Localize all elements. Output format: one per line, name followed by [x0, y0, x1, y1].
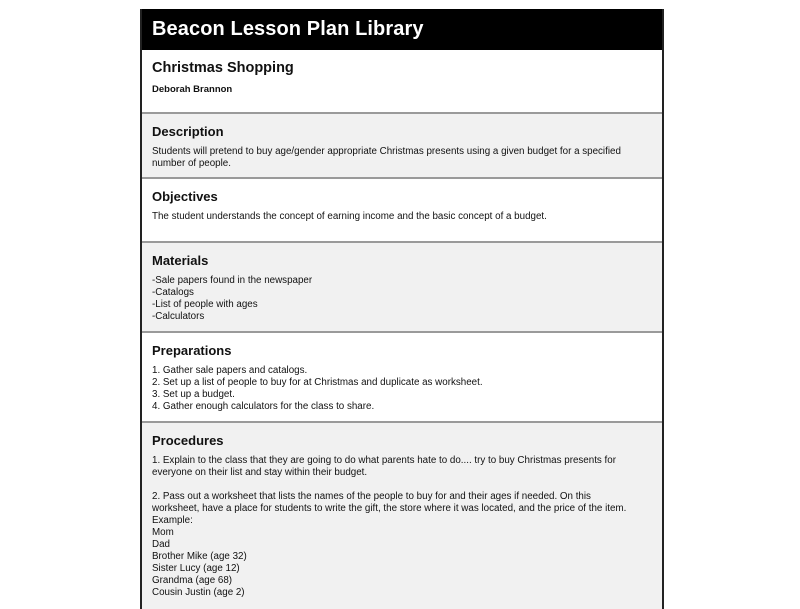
- procedures-line: Cousin Justin (age 2): [152, 587, 245, 598]
- materials-item: -List of people with ages: [152, 299, 258, 310]
- preparations-heading: Preparations: [152, 343, 232, 358]
- description-text: [152, 146, 652, 170]
- preparations-item: 2. Set up a list of people to buy for at Christmas and duplicate as worksheet.: [152, 377, 483, 388]
- preparations-item: 3. Set up a budget.: [152, 389, 235, 400]
- procedures-line: Sister Lucy (age 12): [152, 563, 240, 574]
- procedures-line: Dad: [152, 539, 170, 550]
- site-banner: Beacon Lesson Plan Library: [142, 9, 662, 50]
- procedures-line: Example:: [152, 515, 193, 526]
- lesson-title: Christmas Shopping: [152, 60, 294, 76]
- lesson-plan-document: [140, 9, 664, 609]
- preparations-item: 4. Gather enough calculators for the class to share.: [152, 401, 375, 412]
- description-section: [142, 114, 662, 179]
- lesson-header-section: [142, 50, 662, 114]
- materials-heading: Materials: [152, 253, 209, 268]
- materials-item: -Catalogs: [152, 287, 194, 298]
- preparations-section: [142, 333, 662, 423]
- procedures-line: Brother Mike (age 32): [152, 551, 247, 562]
- procedures-line: Grandma (age 68): [152, 575, 233, 586]
- procedures-heading: Procedures: [152, 433, 224, 448]
- description-line: number of people.: [152, 158, 231, 169]
- description-heading: Description: [152, 124, 224, 139]
- description-line: Students will pretend to buy age/gender appropriate Christmas presents using a given budget for a specified: [152, 146, 621, 157]
- objectives-heading: Objectives: [152, 189, 218, 204]
- paragraph-gap: [152, 479, 652, 491]
- procedures-line: 2. Pass out a worksheet that lists the names of the people to buy for and their ages if needed. On this: [152, 491, 591, 502]
- procedures-line: everyone on their list and stay within their budget.: [152, 467, 368, 478]
- materials-item: -Calculators: [152, 311, 205, 322]
- materials-section: [142, 243, 662, 333]
- procedures-line: worksheet, have a place for students to write the gift, the store where it was located, and the price of the item.: [152, 503, 627, 514]
- lesson-author: Deborah Brannon: [152, 84, 233, 95]
- procedures-line: 1. Explain to the class that they are going to do what parents hate to do.... try to buy Christmas presents for: [152, 455, 616, 466]
- procedures-section: [142, 423, 662, 609]
- objectives-text: The student understands the concept of earning income and the basic concept of a budget.: [152, 211, 547, 222]
- materials-item: -Sale papers found in the newspaper: [152, 275, 313, 286]
- preparations-list: [152, 365, 652, 413]
- materials-list: [152, 275, 652, 323]
- procedures-text: [152, 455, 652, 599]
- preparations-item: 1. Gather sale papers and catalogs.: [152, 365, 308, 376]
- procedures-line: Mom: [152, 527, 174, 538]
- objectives-section: [142, 179, 662, 243]
